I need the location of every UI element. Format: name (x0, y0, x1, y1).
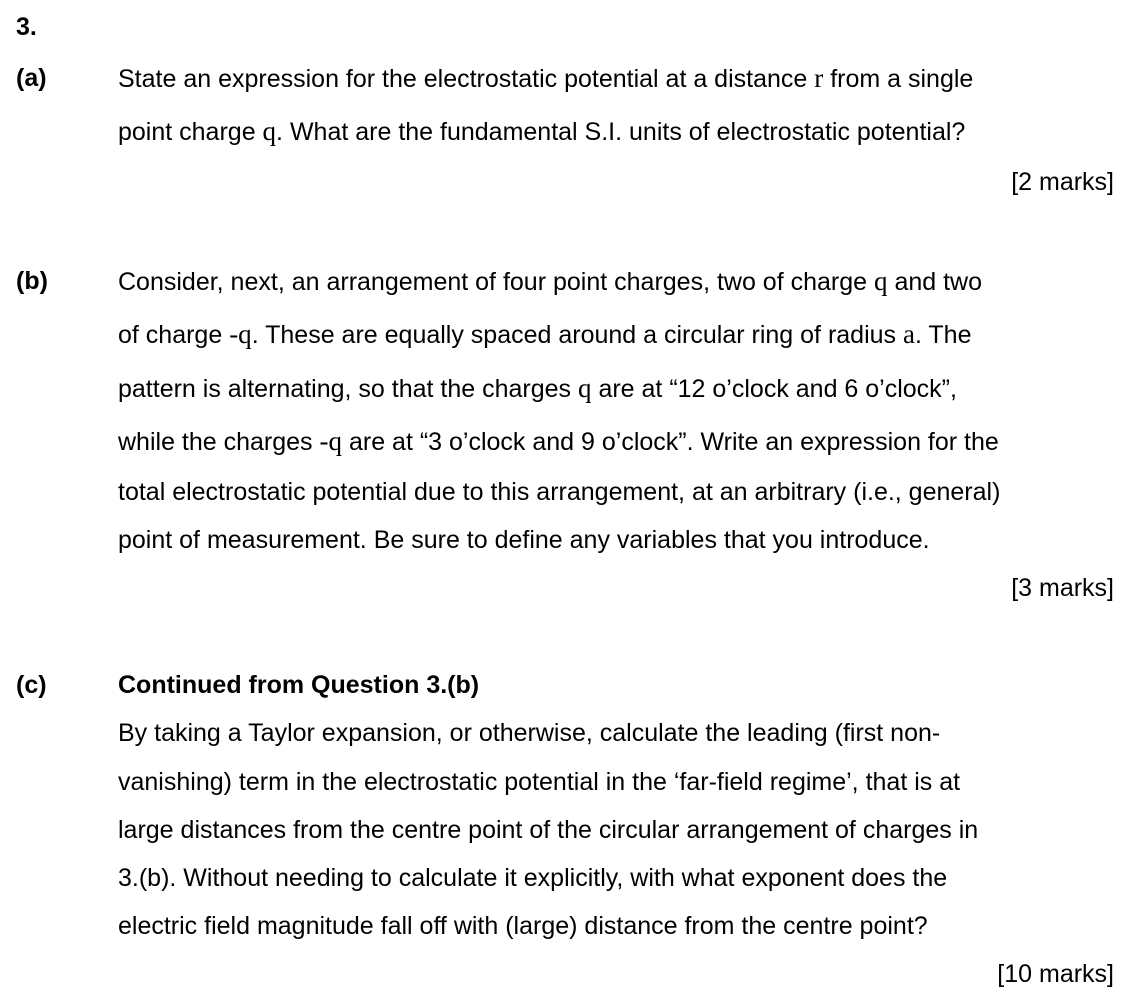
part-a-line-1-pre: State an expression for the electrostatic potential at a distance (118, 65, 815, 93)
part-b-line-3 (118, 373, 957, 404)
part-b-line-4-pre: while the charges (118, 428, 320, 456)
part-b-line-4-post: are at “3 o’clock and 9 o’clock”. Write an expression for the (342, 428, 999, 456)
part-b-line-4 (118, 426, 999, 457)
part-a-line-1 (118, 63, 973, 94)
part-c-line-3: large distances from the centre point of the circular arrangement of charges in (118, 816, 979, 844)
part-a-line-2-post: . What are the fundamental S.I. units of electrostatic potential? (276, 118, 966, 146)
part-c-heading: Continued from Question 3.(b) (118, 671, 480, 699)
part-b-line-2 (118, 319, 972, 350)
part-b-line-2-mid: . These are equally spaced around a circular ring of radius (251, 321, 903, 349)
part-c-line-1: By taking a Taylor expansion, or otherwise, calculate the leading (first non- (118, 719, 941, 747)
part-b-marks: [3 marks] (1011, 574, 1114, 602)
part-b-line-3-post: are at “12 o’clock and 6 o’clock”, (591, 375, 957, 403)
question-number: 3. (16, 13, 37, 41)
variable-neg-q: -q (229, 319, 252, 349)
part-b-line-2-post: . The (914, 321, 972, 349)
variable-q: q (262, 116, 277, 146)
part-c-label: (c) (16, 671, 47, 699)
part-a-label: (a) (16, 64, 47, 92)
part-c-line-2: vanishing) term in the electrostatic potential in the ‘far-field regime’, that is at (118, 768, 961, 796)
variable-a: a (902, 319, 915, 349)
variable-r: r (814, 63, 824, 93)
part-b-line-5: total electrostatic potential due to this arrangement, at an arbitrary (i.e., general) (118, 478, 1001, 506)
part-c-line-5: electric field magnitude fall off with (large) distance from the centre point? (118, 912, 928, 940)
variable-q: q (578, 373, 592, 403)
part-c-marks: [10 marks] (997, 960, 1114, 988)
part-a-line-1-post: from a single (823, 65, 974, 93)
part-a-marks: [2 marks] (1011, 168, 1114, 196)
variable-q: q (874, 266, 888, 296)
part-b-line-6: point of measurement. Be sure to define any variables that you introduce. (118, 526, 930, 554)
part-b-line-1-pre: Consider, next, an arrangement of four point charges, two of charge (118, 268, 874, 296)
part-b-line-1-post: and two (887, 268, 983, 296)
part-b-line-1 (118, 266, 982, 297)
variable-neg-q: -q (319, 426, 343, 456)
part-b-label: (b) (16, 267, 48, 295)
part-a-line-2-pre: point charge (118, 118, 263, 146)
part-b-line-3-pre: pattern is alternating, so that the charges (118, 375, 578, 403)
part-c-line-4: 3.(b). Without needing to calculate it explicitly, with what exponent does the (118, 864, 948, 892)
part-a-line-2 (118, 116, 965, 147)
part-b-line-2-pre: of charge (118, 321, 230, 349)
